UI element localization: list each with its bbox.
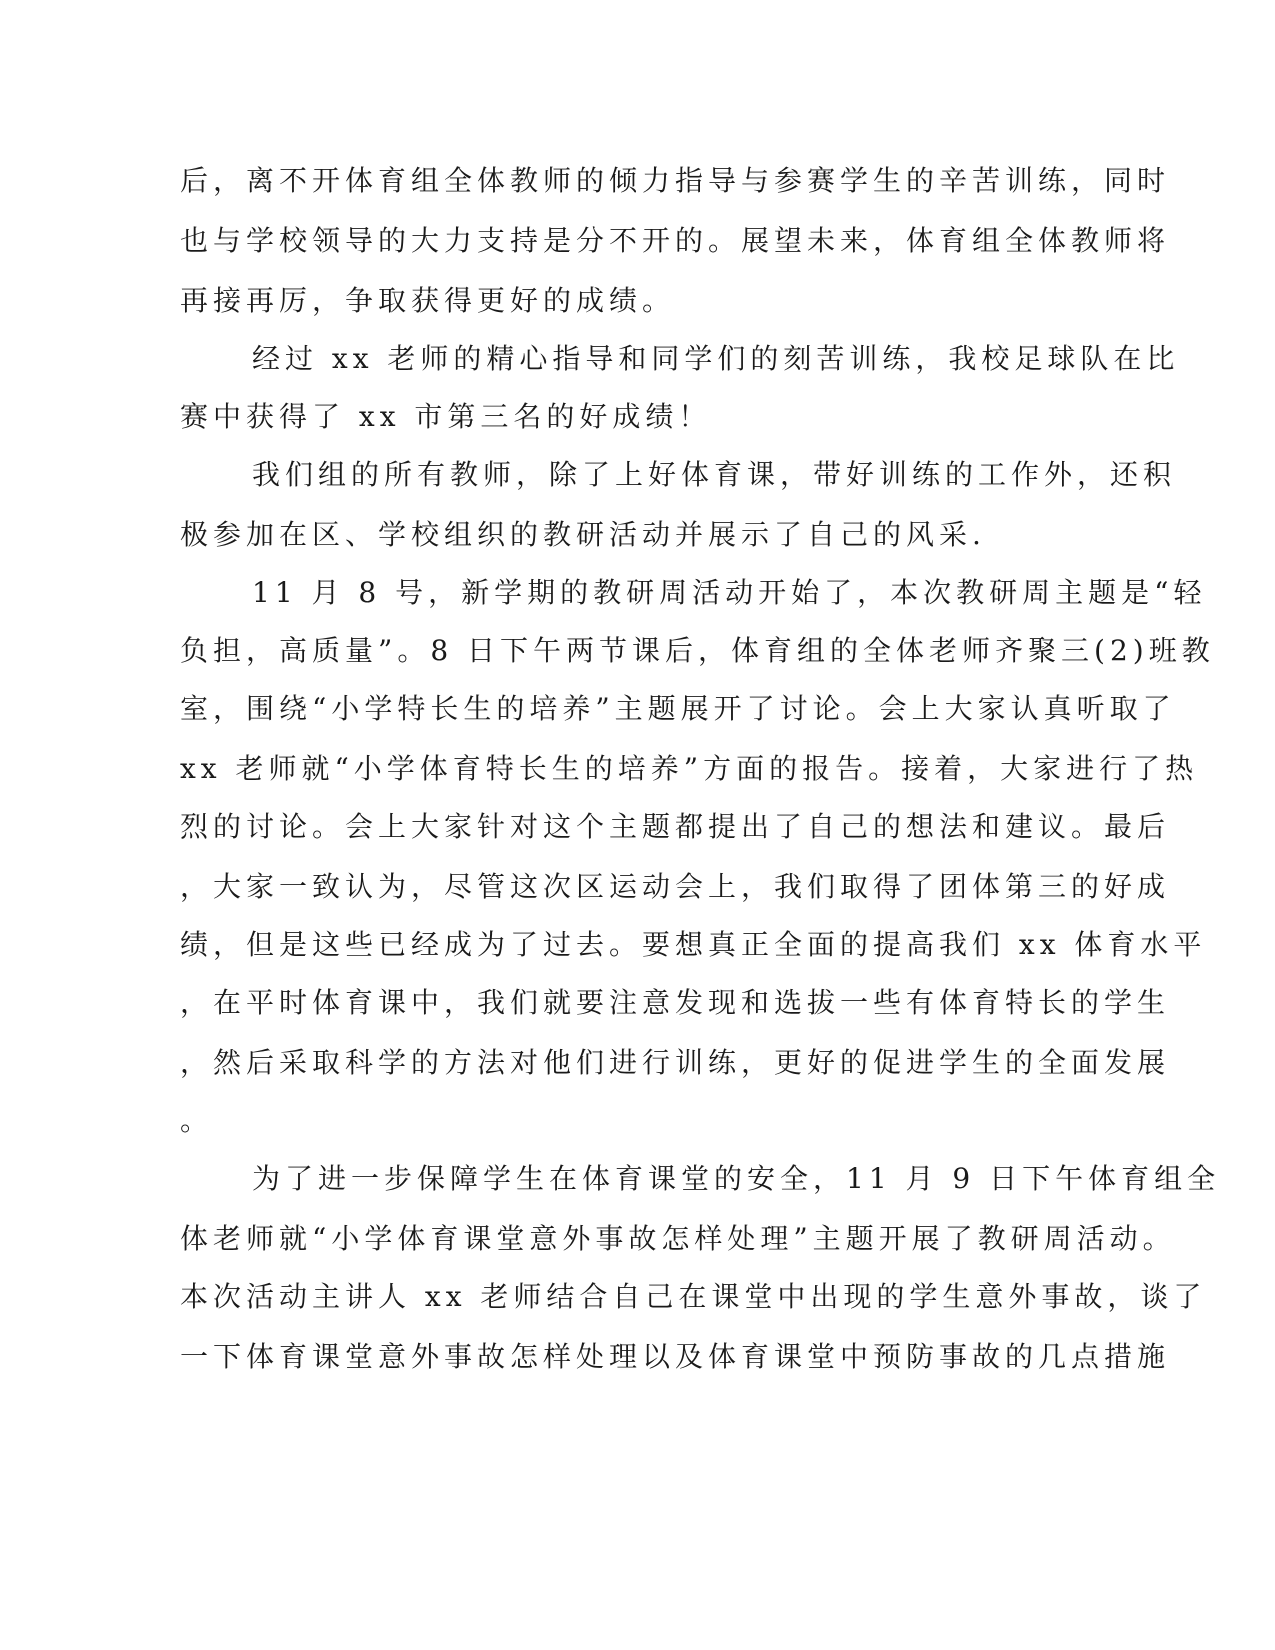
text-line: ，在平时体育课中，我们就要注意发现和选拔一些有体育特长的学生 xyxy=(180,986,1171,1019)
text-line: xx 老师就“小学体育特长生的培养”方面的报告。接着，大家进行了热 xyxy=(180,752,1199,785)
text-line: 我们组的所有教师，除了上好体育课，带好训练的工作外，还积 xyxy=(252,458,1177,491)
text-line: ，大家一致认为，尽管这次区运动会上，我们取得了团体第三的好成 xyxy=(180,870,1171,903)
text-line: 经过 xx 老师的精心指导和同学们的刻苦训练，我校足球队在比 xyxy=(252,342,1180,375)
text-line: 体老师就“小学体育课堂意外事故怎样处理”主题开展了教研周活动。 xyxy=(180,1222,1176,1255)
text-line: 再接再厉，争取获得更好的成绩。 xyxy=(180,284,676,317)
text-line: 后，离不开体育组全体教师的倾力指导与参赛学生的辛苦训练，同时 xyxy=(180,164,1171,197)
text-line: ，然后采取科学的方法对他们进行训练，更好的促进学生的全面发展 xyxy=(180,1046,1171,1079)
text-line: 负担，高质量”。8 日下午两节课后，体育组的全体老师齐聚三(2)班教 xyxy=(180,634,1215,667)
text-line: 烈的讨论。会上大家针对这个主题都提出了自己的想法和建议。最后 xyxy=(180,810,1171,843)
text-line: 也与学校领导的大力支持是分不开的。展望未来，体育组全体教师将 xyxy=(180,224,1171,257)
text-line: 室，围绕“小学特长生的培养”主题展开了讨论。会上大家认真听取了 xyxy=(180,692,1176,725)
text-line: 本次活动主讲人 xx 老师结合自己在课堂中出现的学生意外事故，谈了 xyxy=(180,1280,1207,1313)
text-line: 一下体育课堂意外事故怎样处理以及体育课堂中预防事故的几点措施 xyxy=(180,1340,1171,1373)
text-line: 。 xyxy=(180,1104,214,1137)
text-line: 极参加在区、学校组织的教研活动并展示了自己的风采. xyxy=(180,518,986,551)
text-line: 为了进一步保障学生在体育课堂的安全，11 月 9 日下午体育组全 xyxy=(252,1162,1221,1195)
text-line: 赛中获得了 xx 市第三名的好成绩！ xyxy=(180,400,712,433)
text-line: 绩，但是这些已经成为了过去。要想真正全面的提高我们 xx 体育水平 xyxy=(180,928,1207,961)
text-line: 11 月 8 号，新学期的教研周活动开始了，本次教研周主题是“轻 xyxy=(252,576,1207,609)
